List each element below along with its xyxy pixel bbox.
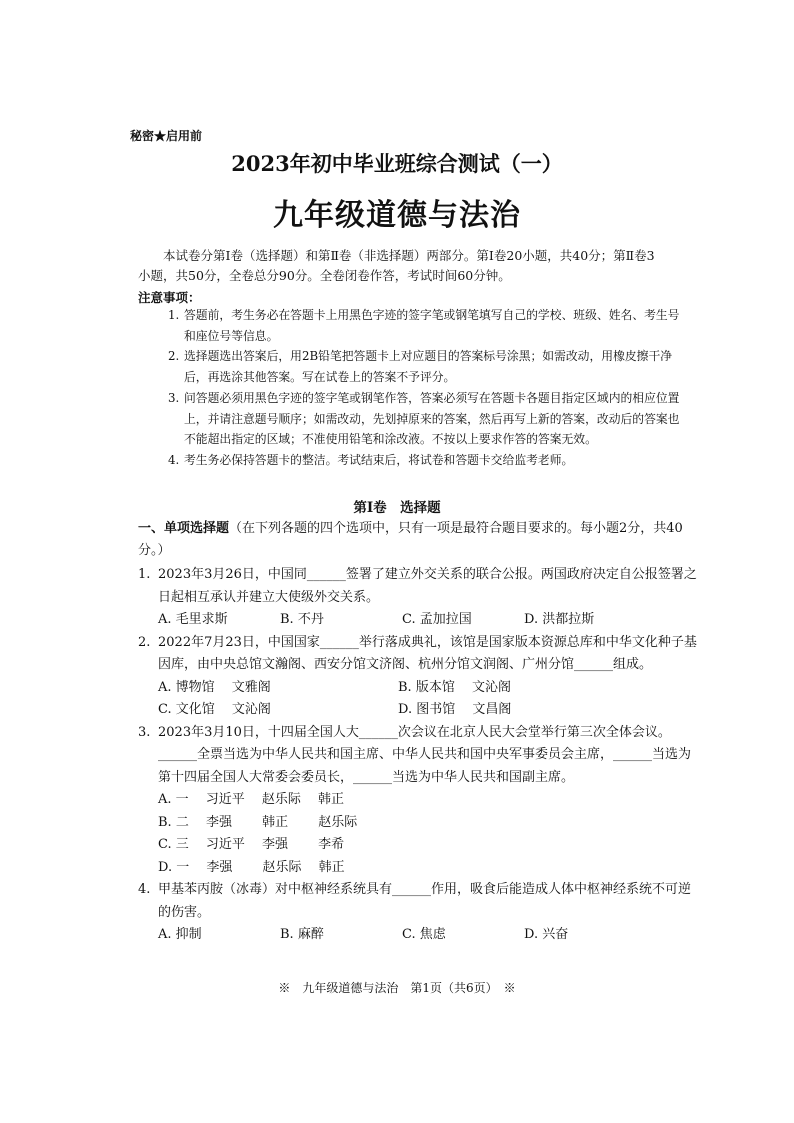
notice-item (168, 388, 688, 450)
option-d: D. 兴奋 (524, 927, 569, 942)
notice-item-text: 选择题选出答案后，用2B铅笔把答题卡上对应题目的答案标号涂黑；如需改动，用橡皮擦干净后，再选涂其他答案。写在试卷上的答案不予评分。 (184, 349, 673, 385)
option-c: C. 文化馆 文沁阁 (158, 702, 271, 717)
option-c: C. 孟加拉国 (402, 612, 472, 627)
question-3 (138, 722, 698, 880)
option-b: B. 版本馆 文沁阁 (398, 679, 511, 695)
option-row (138, 699, 698, 722)
option-d: D. 洪都拉斯 (524, 612, 595, 627)
confidential-label: 秘密★启用前 (130, 129, 203, 143)
notice-item-number: 4. (168, 452, 180, 467)
option-a: A. 博物馆 文雅阁 (158, 679, 271, 695)
option-d: D. 一 李强 赵乐际 韩正 (158, 859, 345, 875)
option-a: A. 抑制 (158, 927, 202, 942)
notice-item-text: 考生务必保持答题卡的整洁。考试结束后，将试卷和答题卡交给监考老师。 (184, 452, 574, 467)
notice-item-number: 1. (168, 308, 180, 322)
section-title: 第Ⅰ卷 选择题 (353, 500, 441, 516)
part-label: 一、单项选择题 (138, 521, 230, 536)
option-b: B. 麻醉 (280, 927, 324, 942)
question-number: 1. (138, 567, 151, 582)
question-number: 3. (138, 724, 151, 740)
option-c: C. 三 习近平 李强 李希 (158, 837, 345, 852)
exam-intro: 本试卷分第Ⅰ卷（选择题）和第Ⅱ卷（非选择题）两部分。第Ⅰ卷20小题，共40分；第Ⅱ卷3小题，共50分，全卷总分90分。全卷闭卷作答，考试时间60分钟。 (138, 248, 655, 283)
question-stem: 2022年7月23日，中国国家______举行落成典礼，该馆是国家版本资源总库和中华文化种子基因库，由中央总馆文瀚阁、西安分馆文济阁、杭州分馆文润阁、广州分馆______组成。 (158, 634, 697, 672)
page-footer: ※ 九年级道德与法治 第1页（共6页） ※ (278, 981, 516, 995)
question-stem: 2023年3月26日，中国同______签署了建立外交关系的联合公报。两国政府决定自公报签署之日起相互承认并建立大使级外交关系。 (158, 567, 697, 605)
question-number: 4. (138, 882, 151, 897)
notice-item (168, 450, 688, 471)
question-list (138, 564, 698, 947)
option-c: C. 焦虑 (402, 927, 446, 942)
question-number: 2. (138, 634, 151, 650)
part-description: （在下列各题的四个选项中，只有一项是最符合题目要求的。每小题2分，共40分。） (138, 521, 683, 558)
notice-item-number: 3. (168, 390, 180, 405)
option-row (138, 924, 698, 947)
notice-item (168, 346, 688, 387)
notice-list (168, 305, 688, 471)
question-1 (138, 564, 698, 632)
question-stem: 2023年3月10日，十四届全国人大______次会议在北京人民大会堂举行第三次全体会议。______全票当选为中华人民共和国主席、中华人民共和国中央军事委员会主席，______当选为第十四届全国人大常委会委员长，______当选为中华人民共和国副主席。 (158, 724, 692, 785)
question-stem: 甲基苯丙胺（冰毒）对中枢神经系统具有______作用，吸食后能造成人体中枢神经系统不可逆的伤害。 (158, 882, 692, 920)
notice-item-number: 2. (168, 349, 180, 364)
option-a: A. 一 习近平 赵乐际 韩正 (158, 792, 345, 807)
exam-title: 2023年初中毕业班综合测试（一） (231, 151, 563, 176)
notice-heading: 注意事项： (138, 290, 201, 305)
subject-title: 九年级道德与法治 (273, 198, 521, 233)
option-d: D. 图书馆 文昌阁 (398, 702, 512, 717)
part-instructions (138, 518, 698, 562)
question-4 (138, 879, 698, 947)
notice-item-text: 答题前，考生务必在答题卡上用黑色字迹的签字笔或钢笔填写自己的学校、班级、姓名、考生号和座位号等信息。 (184, 308, 680, 343)
option-row (138, 609, 698, 632)
option-b: B. 不丹 (280, 612, 324, 627)
option-b: B. 二 李强 韩正 赵乐际 (158, 814, 358, 830)
question-2 (138, 632, 698, 722)
option-row (138, 677, 698, 700)
notice-item (168, 305, 688, 346)
notice-item-text: 问答题必须用黑色字迹的签字笔或钢笔作答，答案必须写在答题卡各题目指定区域内的相应位置上，并请注意题号顺序；如需改动，先划掉原来的答案，然后再写上新的答案，改动后的答案也不能超出指定的区域；不准使用铅笔和涂改液。不按以上要求作答的答案无效。 (184, 390, 680, 447)
option-a: A. 毛里求斯 (158, 612, 228, 627)
